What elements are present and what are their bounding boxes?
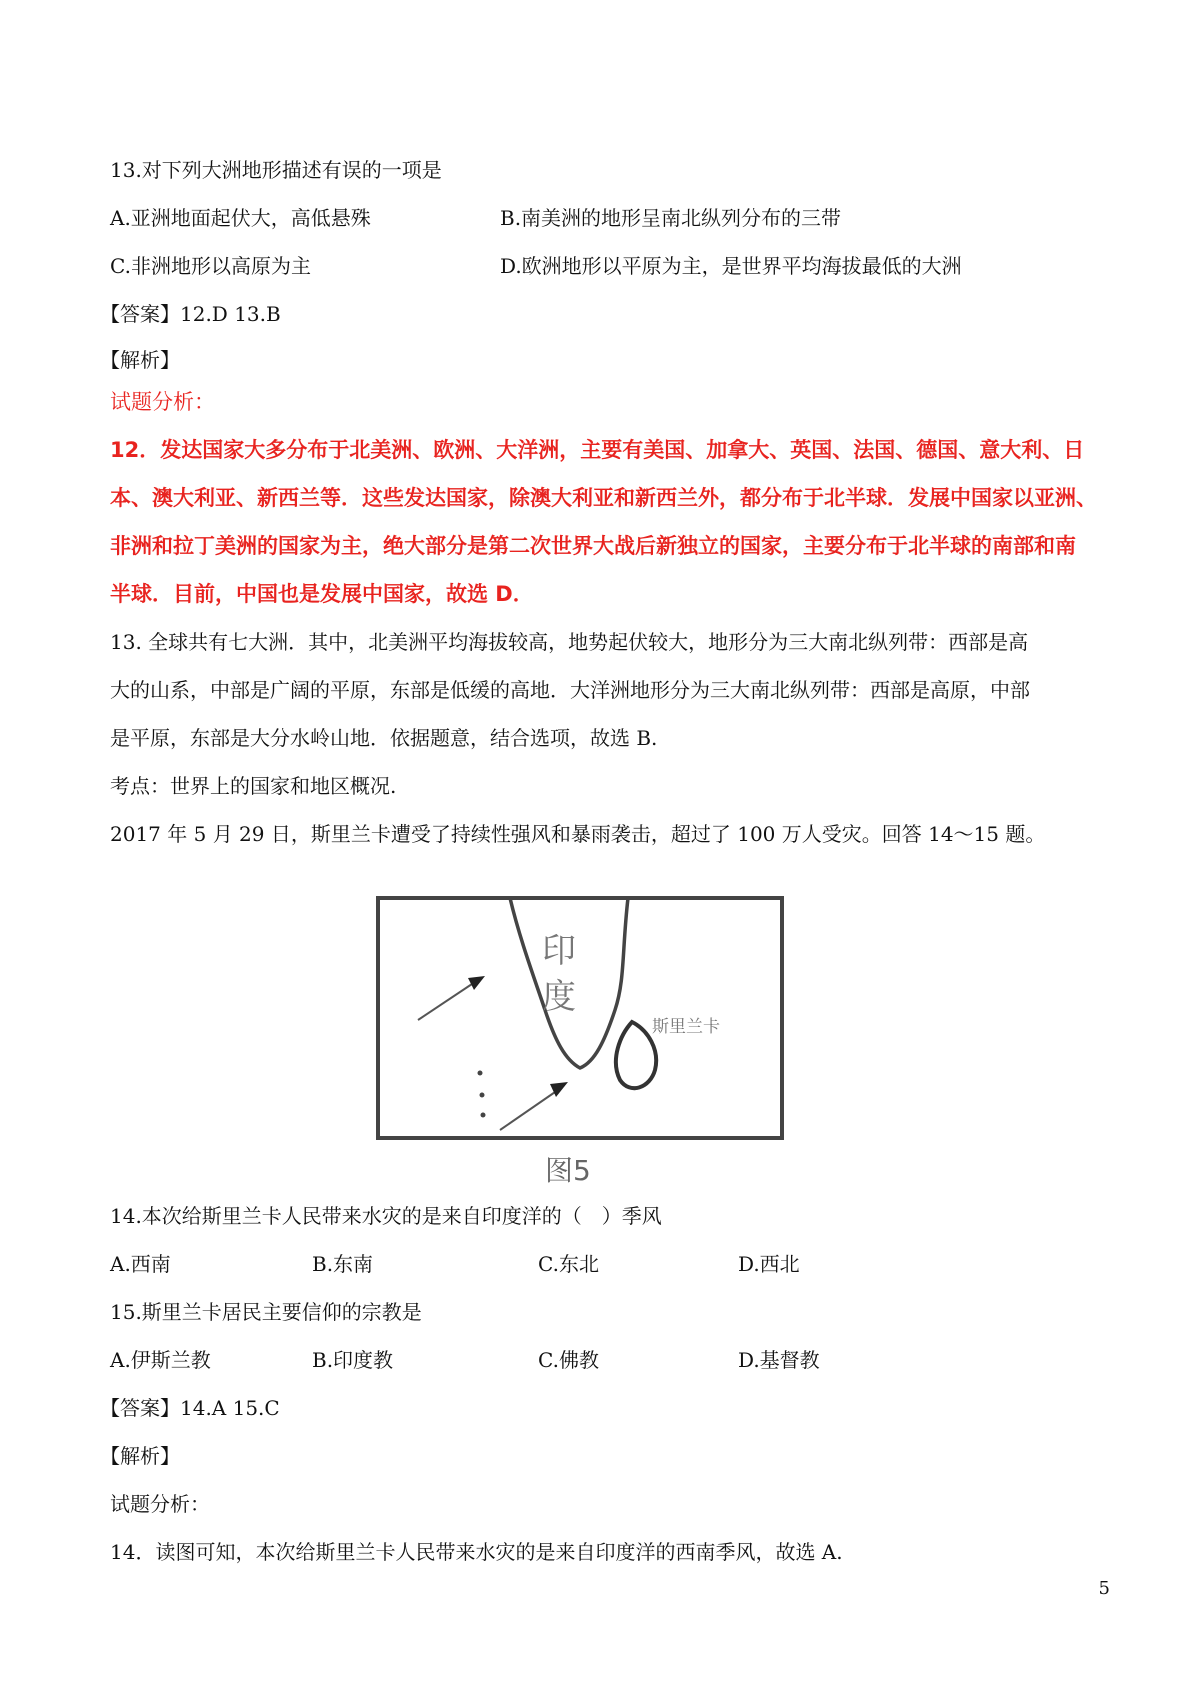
q13-option-d: D.欧洲地形以平原为主，是世界平均海拔最低的大洲: [500, 254, 962, 278]
q14-option-c: C.东北: [538, 1252, 599, 1276]
q13-option-a: A.亚洲地面起伏大，高低悬殊: [110, 206, 371, 230]
island-dot-3: [481, 1113, 486, 1118]
q15-option-a: A.伊斯兰教: [110, 1348, 211, 1372]
page-number: 5: [1098, 1578, 1110, 1599]
island-dot-2: [480, 1093, 485, 1098]
question-intro: 2017 年 5 月 29 日，斯里兰卡遭受了持续性强风和暴雨袭击，超过了 100 万人受灾。回答 14～15 题。: [110, 822, 1046, 846]
analysis-12-line-4: 半球．目前，中国也是发展中国家，故选 D．: [110, 582, 534, 606]
india-label-1: 印: [542, 931, 576, 971]
q14-option-b: B.东南: [312, 1252, 374, 1276]
answer-12-13: 【答案】12.D 13.B: [100, 302, 281, 326]
kaodian: 考点：世界上的国家和地区概况.: [110, 774, 397, 798]
monsoon-arrow-2-line: [500, 1090, 558, 1130]
map-frame: [378, 898, 782, 1138]
monsoon-arrow-1-line: [418, 982, 475, 1020]
analysis-13-line-3: 是平原，东部是大分水岭山地．依据题意，结合选项，故选 B.: [110, 726, 658, 750]
analysis-heading-1: 试题分析：: [110, 390, 215, 414]
srilanka-outline: [616, 1022, 656, 1088]
monsoon-arrow-1-head: [468, 976, 485, 990]
q13-option-c: C.非洲地形以高原为主: [110, 254, 311, 278]
analysis-14: 14．读图可知，本次给斯里兰卡人民带来水灾的是来自印度洋的西南季风，故选 A.: [110, 1540, 843, 1564]
figure-caption: 图5: [545, 1154, 591, 1187]
analysis-12-line-2: 本、澳大利亚、新西兰等．这些发达国家，除澳大利亚和新西兰外，都分布于北半球．发展中国家以亚洲、: [110, 486, 1097, 510]
analysis-12-line-1: 12．发达国家大多分布于北美洲、欧洲、大洋洲，主要有美国、加拿大、英国、法国、德国、意大利、日: [110, 438, 1085, 462]
q13-stem: 13.对下列大洲地形描述有误的一项是: [110, 158, 442, 182]
analysis-13-line-1: 13. 全球共有七大洲．其中，北美洲平均海拔较高，地势起伏较大，地形分为三大南北纵列带：西部是高: [110, 630, 1029, 654]
srilanka-label: 斯里兰卡: [652, 1017, 720, 1037]
q14-option-a: A.西南: [110, 1252, 171, 1276]
q13-option-b: B.南美洲的地形呈南北纵列分布的三带: [500, 206, 842, 230]
q15-option-c: C.佛教: [538, 1348, 599, 1372]
q15-stem: 15.斯里兰卡居民主要信仰的宗教是: [110, 1300, 422, 1324]
analysis-12-line-3: 非洲和拉丁美洲的国家为主，绝大部分是第二次世界大战后新独立的国家，主要分布于北半球的南部和南: [110, 534, 1076, 558]
answer-14-15: 【答案】14.A 15.C: [100, 1396, 280, 1420]
q15-option-d: D.基督教: [738, 1348, 820, 1372]
q14-option-d: D.西北: [738, 1252, 800, 1276]
india-label-2: 度: [542, 977, 576, 1017]
analysis-label-2: 【解析】: [100, 1444, 180, 1468]
analysis-heading-2: 试题分析：: [110, 1492, 210, 1516]
monsoon-map-figure: [370, 890, 790, 1190]
analysis-label-1: 【解析】: [100, 348, 180, 372]
q14-stem: 14.本次给斯里兰卡人民带来水灾的是来自印度洋的（ ）季风: [110, 1204, 662, 1228]
island-dot-1: [478, 1071, 483, 1076]
q15-option-b: B.印度教: [312, 1348, 394, 1372]
analysis-13-line-2: 大的山系，中部是广阔的平原，东部是低缓的高地．大洋洲地形分为三大南北纵列带：西部是高原，中部: [110, 678, 1030, 702]
